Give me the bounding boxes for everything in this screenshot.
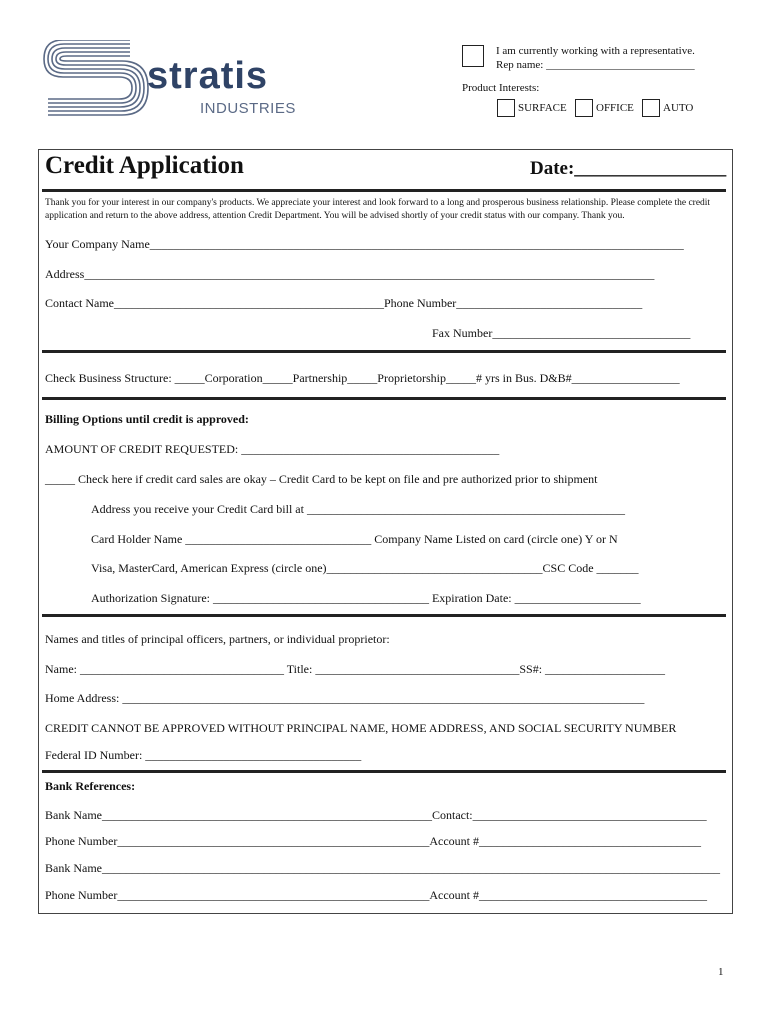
federal-id-field[interactable]: Federal ID Number: ____________________________________	[45, 748, 362, 762]
divider	[42, 614, 726, 617]
representative-checkbox[interactable]	[462, 45, 484, 67]
bank-references-heading: Bank References:	[45, 779, 136, 793]
approval-warning: CREDIT CANNOT BE APPROVED WITHOUT PRINCIPAL NAME, HOME ADDRESS, AND SOCIAL SECURITY NUMBER	[45, 721, 677, 735]
office-checkbox[interactable]	[575, 99, 593, 117]
surface-label: SURFACE	[518, 102, 567, 114]
principals-label: Names and titles of principal officers, partners, or individual proprietor:	[45, 632, 390, 646]
page-number: 1	[718, 966, 724, 978]
surface-checkbox[interactable]	[497, 99, 515, 117]
logo-wordmark: stratis	[147, 55, 269, 97]
business-structure-field[interactable]: Check Business Structure: _____Corporation_____Partnership_____Proprietorship_____# yrs in Bus. D&B#__________________	[45, 371, 680, 385]
office-label: OFFICE	[596, 102, 634, 114]
auto-checkbox[interactable]	[642, 99, 660, 117]
divider	[42, 770, 726, 773]
credit-amount-field[interactable]: AMOUNT OF CREDIT REQUESTED: ___________________________________________	[45, 442, 500, 456]
cc-bill-address-field[interactable]: Address you receive your Credit Card bill at _____________________________________________________	[91, 502, 625, 516]
logo-s-mark	[44, 40, 148, 115]
date-field[interactable]: Date:________________	[530, 158, 727, 179]
product-interests-label: Product Interests:	[462, 82, 540, 94]
divider	[42, 189, 726, 192]
principal-name-field[interactable]: Name: __________________________________ Title: __________________________________SS#: ____________________	[45, 662, 666, 676]
divider	[42, 397, 726, 400]
bank-name-field-2[interactable]: Bank Name_______________________________________________________________________________________________________	[45, 861, 720, 875]
rep-name-field[interactable]: Rep name: ___________________________	[496, 59, 695, 71]
bank-name-field-1[interactable]: Bank Name_______________________________________________________Contact:_______________________________________	[45, 808, 707, 822]
contact-phone-field[interactable]: Contact Name_____________________________________________Phone Number_______________________________	[45, 296, 643, 310]
card-holder-field[interactable]: Card Holder Name _______________________________ Company Name Listed on card (circle one) Y or N	[91, 532, 618, 546]
stratis-logo	[42, 40, 307, 120]
card-type-field[interactable]: Visa, MasterCard, American Express (circle one)____________________________________CSC Code _______	[91, 561, 639, 575]
logo-subtitle: INDUSTRIES	[200, 100, 296, 117]
home-address-field[interactable]: Home Address: _______________________________________________________________________________________	[45, 691, 645, 705]
divider	[42, 350, 726, 353]
intro-text: Thank you for your interest in our company's products. We appreciate your interest and look forward to a long and prosperous business relationship. Please complete the credit application and return to the above address, attention Credit Department. You will be advised shortly of your credit status with our company. Thank you.	[45, 198, 711, 221]
auto-label: AUTO	[663, 102, 694, 114]
fax-field[interactable]: Fax Number_________________________________	[432, 326, 691, 340]
page-title: Credit Application	[45, 152, 244, 179]
bank-phone-field-2[interactable]: Phone Number____________________________________________________Account #______________________________________	[45, 888, 707, 902]
authorization-signature-field[interactable]: Authorization Signature: ____________________________________ Expiration Date: _____________________	[91, 591, 641, 605]
rep-line-1: I am currently working with a representative.	[496, 45, 695, 57]
company-name-field[interactable]: Your Company Name_________________________________________________________________________________________	[45, 237, 684, 251]
billing-options-heading: Billing Options until credit is approved:	[45, 412, 249, 426]
address-field[interactable]: Address_______________________________________________________________________________________________	[45, 267, 655, 281]
credit-card-check-field[interactable]: _____ Check here if credit card sales are okay – Credit Card to be kept on file and pre authorized prior to shipment	[45, 472, 598, 486]
bank-phone-field-1[interactable]: Phone Number____________________________________________________Account #_____________________________________	[45, 834, 701, 848]
